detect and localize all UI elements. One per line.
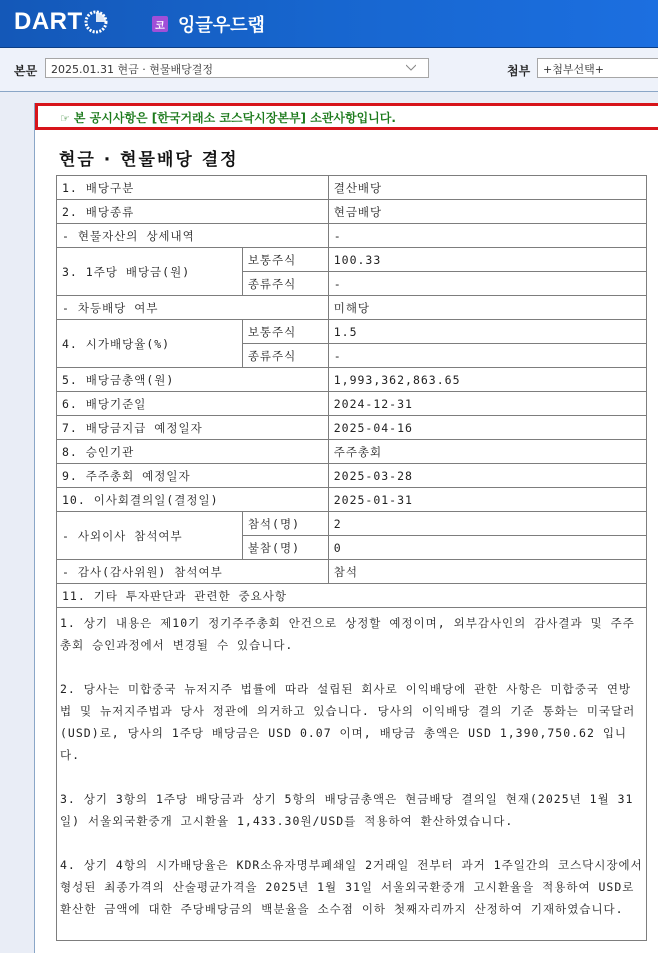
table-row [57, 512, 647, 536]
table-row [57, 584, 647, 608]
row-value: 주주총회 [328, 440, 646, 464]
table-row [57, 296, 647, 320]
row-value: 2025-01-31 [328, 488, 646, 512]
row-label: - 현물자산의 상세내역 [57, 224, 329, 248]
row-value: - [328, 272, 646, 296]
table-row [57, 392, 647, 416]
row-label: 8. 승인기관 [57, 440, 329, 464]
table-row [57, 488, 647, 512]
table-row [57, 464, 647, 488]
app-header [0, 0, 658, 48]
row-value: 현금배당 [328, 200, 646, 224]
dart-logo[interactable] [14, 7, 108, 37]
table-row [57, 416, 647, 440]
row-value: - [328, 344, 646, 368]
row-label: 1. 배당구분 [57, 176, 329, 200]
row-value: 미해당 [328, 296, 646, 320]
dart-logo-sunburst-icon [84, 10, 108, 34]
row-label: 10. 이사회결의일(결정일) [57, 488, 329, 512]
company-name[interactable]: 잉글우드랩 [178, 15, 265, 36]
pointing-hand-icon: ☞ [60, 112, 70, 125]
body-select-value: 2025.01.31 현금 · 현물배당결정 [51, 63, 213, 76]
row-value: 1.5 [328, 320, 646, 344]
row-sublabel: 불참(명) [242, 536, 328, 560]
row-sublabel: 종류주식 [242, 344, 328, 368]
row-label: 11. 기타 투자판단과 관련한 중요사항 [57, 584, 647, 608]
row-label: 5. 배당금총액(원) [57, 368, 329, 392]
table-row [57, 368, 647, 392]
company-heading [152, 11, 265, 37]
note-paragraph: 2. 당사는 미합중국 뉴저지주 법률에 따라 설립된 회사로 이익배당에 관한 사항은 미합중국 연방법 및 뉴저지주법과 당사 정관에 의거하고 있습니다. 당사의 이익배당 결의 기준 통화는 미국달러(USD)로, 당사의 1주당 배당금은 USD 0.07 이며, 배당금 총액은 USD 1,390,750.62 입니다. [60, 682, 636, 762]
row-label: - 감사(감사위원) 참석여부 [57, 560, 329, 584]
note-paragraph: 4. 상기 4항의 시가배당율은 KDR소유자명부폐쇄일 2거래일 전부터 과거 1주일간의 코스닥시장에서 형성된 최종가격의 산술평균가격을 2025년 1월 31일 서울외국환중개 고시환율을 적용하여 USD로 환산한 금액에 대한 주당배당금의 백분율을 소수점 이하 첫째자리까지 산정하여 기재하였습니다. [60, 858, 643, 916]
row-value: - [328, 224, 646, 248]
row-label: 6. 배당기준일 [57, 392, 329, 416]
note-paragraph: 3. 상기 3항의 1주당 배당금과 상기 5항의 배당금총액은 현금배당 결의일 현재(2025년 1월 31일) 서울외국환중개 고시환율 1,433.30원/USD를 적용하여 환산하였습니다. [60, 792, 634, 828]
kosdaq-badge: 코 [152, 16, 168, 32]
chevron-down-icon [406, 63, 416, 73]
table-row [57, 176, 647, 200]
row-label: 7. 배당금지급 예정일자 [57, 416, 329, 440]
document-viewer [34, 103, 658, 953]
other-matters-notes [57, 608, 647, 941]
row-value: 100.33 [328, 248, 646, 272]
row-label: - 차등배당 여부 [57, 296, 329, 320]
document-title: 현금 · 현물배당 결정 [59, 150, 239, 170]
row-value: 2 [328, 512, 646, 536]
row-value: 0 [328, 536, 646, 560]
attachment-select[interactable] [537, 58, 658, 78]
row-value: 참석 [328, 560, 646, 584]
jurisdiction-notice [35, 103, 658, 130]
notice-text: 본 공시사항은 [한국거래소 코스닥시장본부] 소관사항입니다. [73, 111, 396, 125]
row-value: 1,993,362,863.65 [328, 368, 646, 392]
table-row [57, 608, 647, 941]
row-value: 2025-04-16 [328, 416, 646, 440]
row-label: 3. 1주당 배당금(원) [57, 248, 243, 296]
table-row [57, 248, 647, 272]
row-label: 4. 시가배당율(%) [57, 320, 243, 368]
row-sublabel: 참석(명) [242, 512, 328, 536]
table-row [57, 560, 647, 584]
row-sublabel: 보통주식 [242, 248, 328, 272]
row-value: 2025-03-28 [328, 464, 646, 488]
row-sublabel: 보통주식 [242, 320, 328, 344]
row-label: 2. 배당종류 [57, 200, 329, 224]
dividend-decision-table [56, 175, 647, 941]
attach-label: 첨부 [507, 64, 531, 78]
row-label: - 사외이사 참석여부 [57, 512, 243, 560]
document-toolbar [0, 48, 658, 92]
row-sublabel: 종류주식 [242, 272, 328, 296]
attach-select-value: +첨부선택+ [543, 63, 604, 76]
body-document-select[interactable] [45, 58, 429, 78]
body-label: 본문 [14, 64, 38, 78]
dart-logo-text: DART [14, 8, 83, 35]
table-row [57, 200, 647, 224]
table-row [57, 224, 647, 248]
table-row [57, 320, 647, 344]
table-row [57, 440, 647, 464]
row-label: 9. 주주총회 예정일자 [57, 464, 329, 488]
note-paragraph: 1. 상기 내용은 제10기 정기주주총회 안건으로 상정할 예정이며, 외부감사인의 감사결과 및 주주총회 승인과정에서 변경될 수 있습니다. [60, 616, 635, 652]
row-value: 결산배당 [328, 176, 646, 200]
row-value: 2024-12-31 [328, 392, 646, 416]
